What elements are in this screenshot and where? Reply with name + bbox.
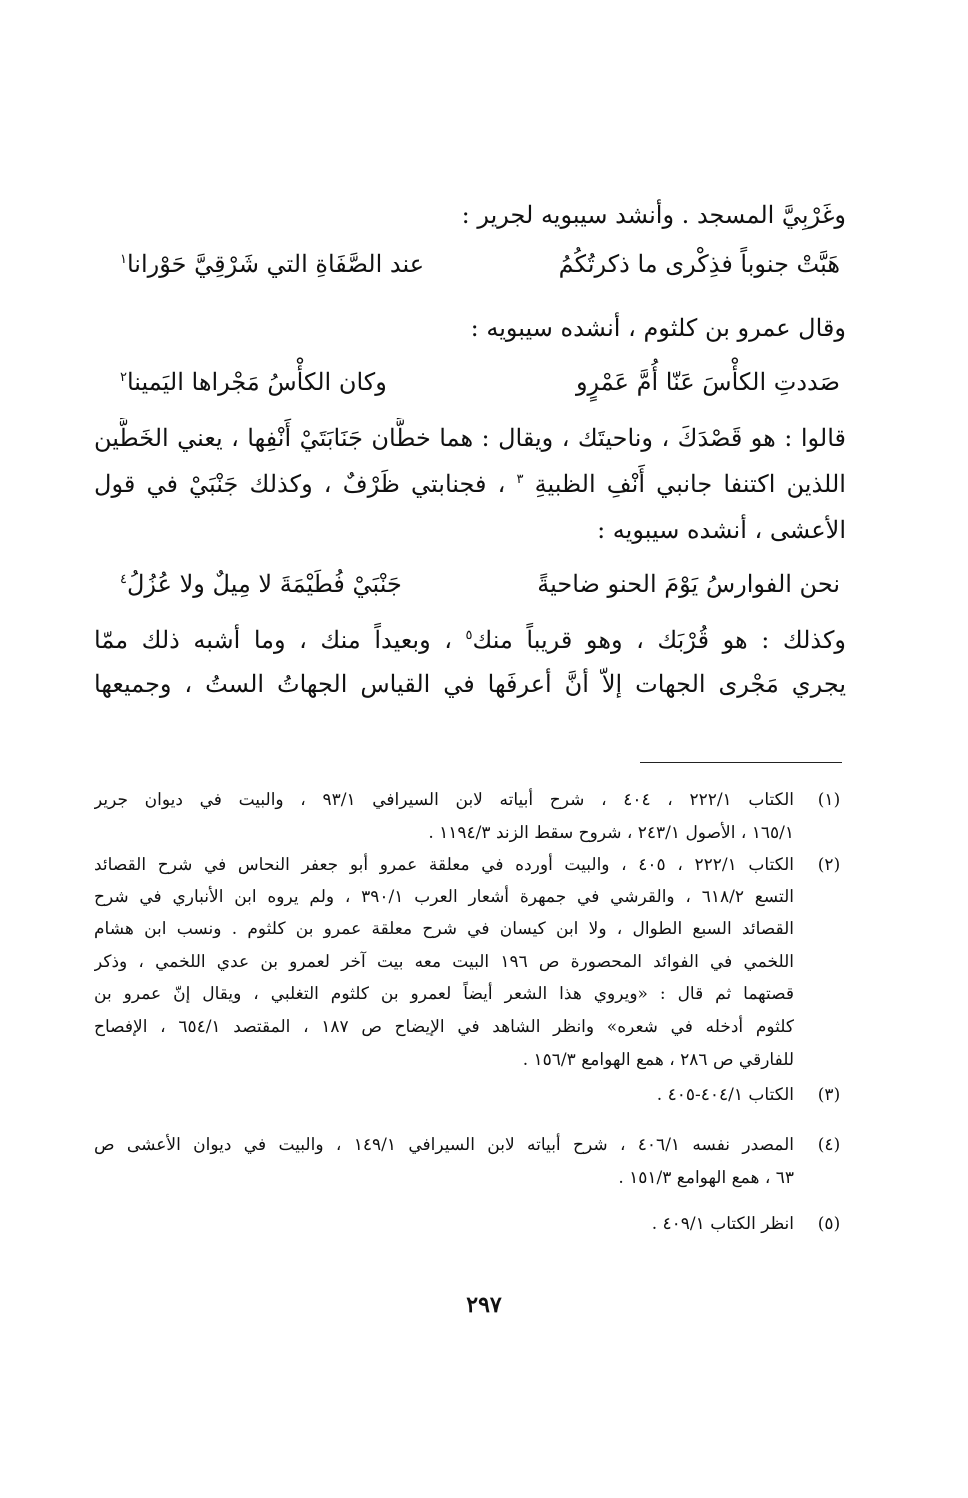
verse-2-second-hemistich: وكان الكأْسُ مَجْراها اليَمينا$^٢$ (120, 368, 387, 396)
verse-2 (120, 360, 840, 404)
footnote-4-line-2: ٦٣ ، همع الهوامع ١٥١/٣ . (618, 1168, 794, 1188)
footnote-ref-2: ٢ (120, 370, 127, 385)
footnote-5-line-1: انظر الكتاب ٤٠٩/١ . (651, 1214, 794, 1234)
footnote-ref-4: ٤ (120, 572, 127, 587)
body-line-4 (94, 464, 846, 504)
footnote-1-line-1: الكتاب ٢٢٢/١ ، ٤٠٤ ، شرح أبياته لابن السيرافي ٩٣/١ ، والبيت في ديوان جرير (94, 790, 794, 810)
footnote-ref-5: ٥ (465, 628, 473, 643)
footnote-2-line-4: اللخمي في الفوائد المحصورة ص ١٩٦ البيت معه بيت آخر لعمرو بن عدي اللخمي ، وذكر (94, 952, 794, 972)
footnote-ref-3: ٣ (516, 472, 524, 487)
footnote-2-line-6: كلثوم أدخله في شعره» وانظر الشاهد في الإيضاح ص ١٨٧ ، المقتصد ٦٥٤/١ ، الإفصاح (94, 1017, 794, 1037)
body-text: يجري مَجْرى الجهات إلاّ أنَّ أعرفَها في القياس الجهاتُ الستُ ، وجميعها (94, 670, 846, 698)
body-text: وكذلك : هو قُرْبَك ، وهو قريباً منك (472, 626, 846, 654)
footnote-3-line-1: الكتاب ٤٠٤/١-٤٠٥ . (656, 1085, 794, 1105)
footnote-number-4: (٤) (817, 1135, 841, 1155)
footnote-1-line-2: ١٦٥/١ ، الأصول ٢٤٣/١ ، شروح سقط الزند ١١٩٤/٣ . (428, 823, 794, 843)
page-number: ٢٩٧ (466, 1292, 502, 1318)
footnote-number-3: (٣) (817, 1085, 841, 1105)
verse-1 (120, 242, 840, 286)
body-text: اللذين اكتنفا جانبي أَنْفِ الظبيةِ (534, 470, 846, 498)
verse-3 (120, 562, 840, 606)
footnote-4-line-1: المصدر نفسه ٤٠٦/١ ، شرح أبياته لابن السيرافي ١٤٩/١ ، والبيت في ديوان الأعشى ص (94, 1135, 794, 1155)
footnote-2-line-5: قصتهما ثم قال : «ويروي هذا الشعر أيضاً لعمرو بن كلثوم التغلبي ، ويقال إنّ عمرو بن (94, 984, 794, 1004)
verse-1-second-hemistich: عند الصَّفَاةِ التي شَرْقِيَّ حَوْرانا$^١$ (120, 250, 425, 278)
verse-1-first-hemistich: هَبَّتْ جنوباً فذِكْرى ما ذكرتُكُمُ (558, 250, 840, 278)
footnote-2-line-2: التسع ٦١٨/٢ ، والقرشي في جمهرة أشعار العرب ٣٩٠/١ ، ولم يروه ابن الأنباري في شرح (94, 887, 794, 907)
body-text: وقال عمرو بن كلثوم ، أنشده سيبويه : (470, 314, 846, 342)
body-line-6 (94, 620, 846, 660)
body-text: قالوا : هو قَصْدَكَ ، وناحيتَك ، ويقال : هما خطَّان جَنَابَتَيْ أَنْفِها ، يعني الخَطَّين (94, 424, 846, 452)
footnote-2-line-1: الكتاب ٢٢٢/١ ، ٤٠٥ ، والبيت أورده في معلقة عمرو أبو جعفر النحاس في شرح القصائد (94, 855, 794, 875)
footnote-ref-1: ١ (120, 252, 127, 267)
body-text: وغَرْبِيَّ المسجد . وأنشد سيبويه لجرير : (461, 201, 846, 229)
body-line-1 (94, 195, 846, 235)
body-text: ، فجنابتي ظَرْفٌ ، وكذلك جَنْبَيْ في قول (94, 470, 506, 498)
body-text: الأعشى ، أنشده سيبويه : (597, 516, 846, 544)
verse-2-first-hemistich: صَددتِ الكأْسَ عَنّا أُمَّ عَمْرٍو (575, 368, 840, 396)
body-line-2 (94, 308, 846, 348)
body-text: ، وبعيداً منك ، وما أشبه ذلك ممّا (94, 626, 452, 654)
verse-3-second-hemistich: جَنْبَيْ فُطَيْمَةَ لا مِيلٌ ولا عُزُلُ$^٤$ (120, 570, 402, 598)
footnote-number-5: (٥) (817, 1214, 841, 1234)
body-line-7 (94, 664, 846, 704)
footnote-separator (640, 762, 842, 763)
body-line-3 (94, 418, 846, 458)
footnote-2-line-3: القصائد السبع الطوال ، ولا ابن كيسان في شرح معلقة عمرو بن كلثوم . ونسب ابن هشام (94, 919, 794, 939)
footnote-2-line-7: للفارقي ص ٢٨٦ ، همع الهوامع ١٥٦/٣ . (522, 1050, 794, 1070)
footnote-number-2: (٢) (817, 855, 841, 875)
verse-3-first-hemistich: نحن الفوارسُ يَوْمَ الحنو ضاحيةً (537, 570, 840, 598)
footnote-number-1: (١) (817, 790, 841, 810)
body-line-5 (94, 510, 846, 550)
